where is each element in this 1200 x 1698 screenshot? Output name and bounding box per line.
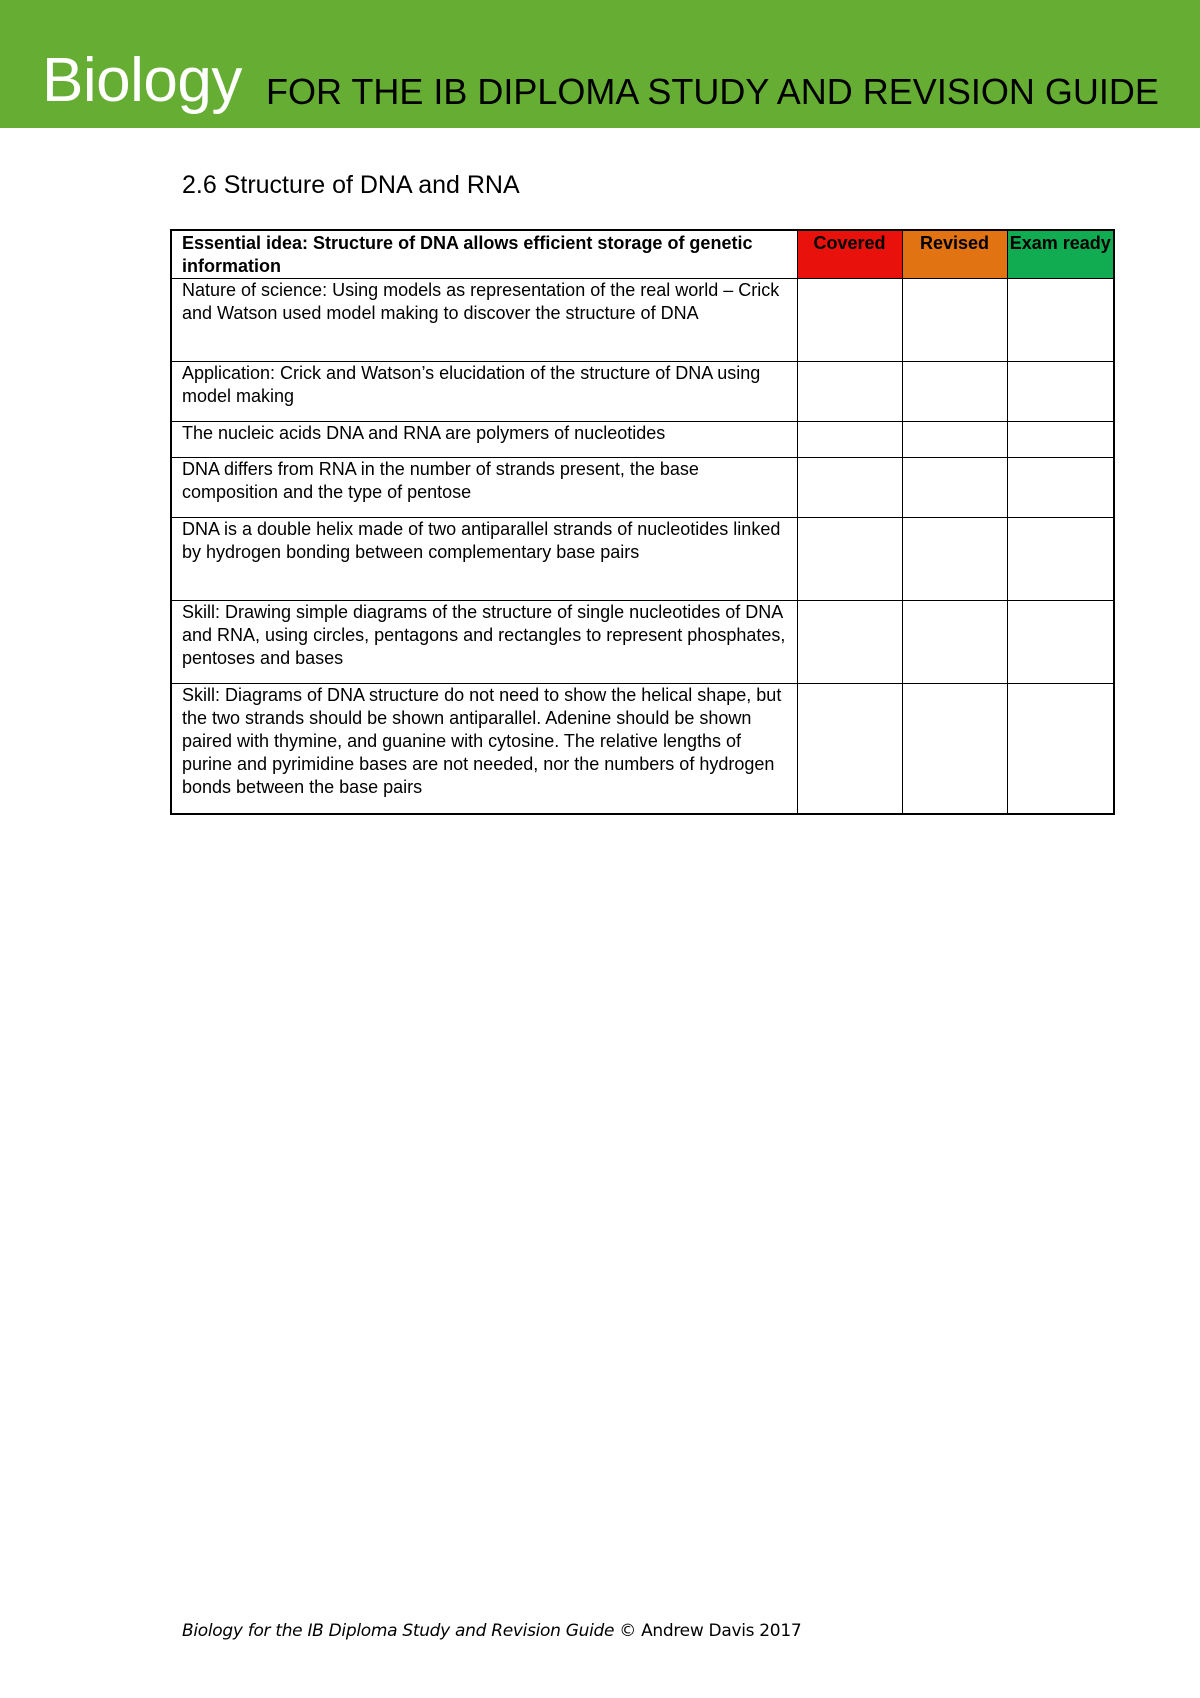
topic-cell: DNA is a double helix made of two antiparallel strands of nucleotides linked by hydrogen bonding between complementary base pairs	[171, 518, 797, 601]
header-brand: Biology	[42, 46, 242, 115]
topic-cell: The nucleic acids DNA and RNA are polymers of nucleotides	[171, 422, 797, 458]
table-row	[171, 279, 1114, 362]
covered-checkbox-cell[interactable]	[797, 458, 902, 518]
covered-checkbox-cell[interactable]	[797, 518, 902, 601]
topic-cell: Nature of science: Using models as representation of the real world – Crick and Watson used model making to discover the structure of DNA	[171, 279, 797, 362]
footer-book-title: Biology for the IB Diploma Study and Revision Guide	[182, 1621, 615, 1641]
exam-ready-checkbox-cell[interactable]	[1007, 518, 1114, 601]
topic-cell: Skill: Diagrams of DNA structure do not need to show the helical shape, but the two strands should be shown antiparallel. Adenine should be shown paired with thymine, and guanine with cytosine. The relative lengths of purine and pyrimidine bases are not needed, nor the numbers of hydrogen bonds between the base pairs	[171, 684, 797, 814]
revised-checkbox-cell[interactable]	[902, 684, 1007, 814]
revised-checkbox-cell[interactable]	[902, 279, 1007, 362]
revised-checkbox-cell[interactable]	[902, 422, 1007, 458]
header-subtitle: FOR THE IB DIPLOMA STUDY AND REVISION GUIDE	[266, 71, 1159, 112]
revised-checkbox-cell[interactable]	[902, 362, 1007, 422]
table-row	[171, 518, 1114, 601]
exam-ready-checkbox-cell[interactable]	[1007, 458, 1114, 518]
essential-idea-header: Essential idea: Structure of DNA allows efficient storage of genetic information	[171, 230, 797, 279]
exam-ready-checkbox-cell[interactable]	[1007, 684, 1114, 814]
exam-ready-checkbox-cell[interactable]	[1007, 362, 1114, 422]
covered-checkbox-cell[interactable]	[797, 601, 902, 684]
covered-checkbox-cell[interactable]	[797, 422, 902, 458]
exam-ready-column-header: Exam ready	[1007, 230, 1114, 279]
covered-checkbox-cell[interactable]	[797, 279, 902, 362]
topic-cell: DNA differs from RNA in the number of strands present, the base composition and the type of pentose	[171, 458, 797, 518]
table-row	[171, 601, 1114, 684]
revised-checkbox-cell[interactable]	[902, 458, 1007, 518]
exam-ready-checkbox-cell[interactable]	[1007, 422, 1114, 458]
table-row	[171, 458, 1114, 518]
covered-checkbox-cell[interactable]	[797, 362, 902, 422]
revision-checklist-table	[170, 229, 1115, 815]
footer-copyright: © Andrew Davis 2017	[614, 1621, 802, 1641]
covered-checkbox-cell[interactable]	[797, 684, 902, 814]
covered-column-header: Covered	[797, 230, 902, 279]
revised-checkbox-cell[interactable]	[902, 601, 1007, 684]
table-header-row	[171, 230, 1114, 279]
header-band	[0, 0, 1200, 128]
footer-credit	[182, 1619, 801, 1643]
revised-column-header: Revised	[902, 230, 1007, 279]
revised-checkbox-cell[interactable]	[902, 518, 1007, 601]
topic-cell: Skill: Drawing simple diagrams of the structure of single nucleotides of DNA and RNA, using circles, pentagons and rectangles to represent phosphates, pentoses and bases	[171, 601, 797, 684]
page-title: 2.6 Structure of DNA and RNA	[182, 171, 520, 199]
table-row	[171, 684, 1114, 814]
topic-cell: Application: Crick and Watson’s elucidation of the structure of DNA using model making	[171, 362, 797, 422]
table-row	[171, 362, 1114, 422]
exam-ready-checkbox-cell[interactable]	[1007, 279, 1114, 362]
exam-ready-checkbox-cell[interactable]	[1007, 601, 1114, 684]
table-row	[171, 422, 1114, 458]
